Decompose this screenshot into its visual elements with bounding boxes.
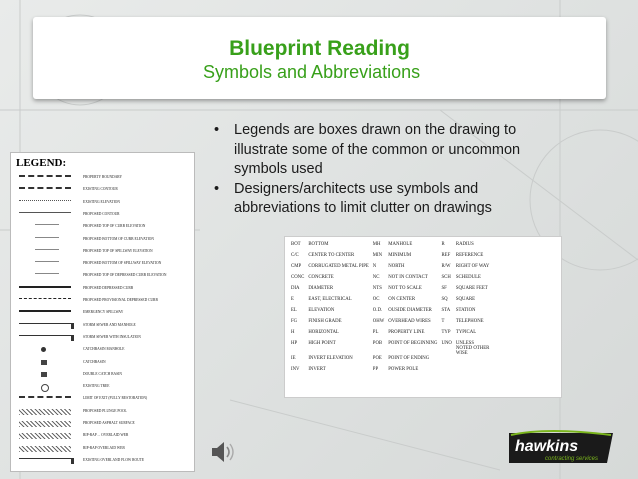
abbreviation-meaning: EAST, ELECTRICAL	[308, 297, 352, 302]
abbreviation-code: TYP	[441, 330, 451, 335]
legend-label: EMERGENCY SPILLWAY	[83, 310, 124, 315]
abbreviation-meaning: ON CENTER	[388, 297, 416, 302]
abbreviation-code: IE	[291, 356, 296, 361]
abbreviation-code: BOT	[291, 242, 301, 247]
abbreviation-meaning: INVERT	[308, 367, 326, 372]
abbreviation-code: CONC	[291, 275, 305, 280]
legend-row	[15, 173, 191, 182]
abbreviation-meaning: UNLESS NOTED OTHER WISE	[455, 341, 490, 356]
legend-label: PROPOSED TOP OF CURB ELEVATION	[83, 224, 146, 229]
bullet-text: Legends are boxes drawn on the drawing to illustrate some of the common or uncommon symbols used	[234, 122, 521, 177]
legend-label: EXISTING ELEVATION	[83, 199, 120, 204]
legend-symbol	[19, 446, 71, 452]
legend-label: EXISTING TREE	[83, 384, 110, 389]
legend-row	[15, 321, 191, 330]
abbreviation-row	[289, 286, 492, 297]
slide-subtitle: Symbols and Abbreviations	[203, 62, 421, 82]
legend-symbol	[19, 286, 71, 293]
legend-symbol	[19, 458, 74, 464]
legend-symbol	[19, 310, 71, 317]
hawkins-logo	[507, 429, 615, 467]
abbreviation-code: NC	[372, 275, 380, 280]
legend-symbol	[19, 323, 74, 329]
legend-row	[15, 259, 191, 268]
abbreviation-meaning: CENTER TO CENTER	[308, 253, 355, 258]
legend-label: PROPOSED TOP OF DEPRESSED CURB ELEVATION	[83, 273, 167, 278]
abbreviation-meaning: DIAMETER	[308, 286, 334, 291]
abbreviation-meaning: ELEVATION	[308, 308, 335, 313]
legend-symbol	[19, 298, 71, 304]
bullet-item	[212, 121, 542, 180]
legend-row	[15, 456, 191, 465]
legend-row	[15, 333, 191, 342]
legend-row	[15, 345, 191, 354]
abbreviation-meaning: POWER POLE	[388, 367, 419, 372]
abbreviation-code: N	[372, 264, 377, 269]
title-card	[33, 17, 606, 99]
abbreviations-table	[289, 242, 492, 378]
abbreviation-meaning: TYPICAL	[455, 330, 477, 335]
abbreviation-code: DIA	[291, 286, 300, 291]
abbreviation-code: SCH	[441, 275, 451, 280]
abbreviation-code	[439, 356, 453, 367]
abbreviation-meaning: RADIUS	[455, 242, 474, 247]
abbreviation-row	[289, 242, 492, 253]
bullet-marker: •	[214, 122, 220, 138]
abbreviation-code: UNO	[441, 341, 452, 346]
abbreviation-code: PP	[372, 367, 379, 372]
abbreviation-code: POB	[372, 341, 383, 346]
legend-label: CATCHBASIN	[83, 359, 106, 364]
legend-symbol	[35, 249, 59, 255]
legend-row	[15, 444, 191, 453]
legend-symbol	[19, 335, 74, 341]
abbreviation-meaning: BOTTOM	[308, 242, 329, 247]
bullet-text: Designers/architects use symbols and abbreviations to limit clutter on drawings	[234, 180, 492, 216]
legend-row	[15, 308, 191, 317]
abbreviation-meaning: CORRUGATED METAL PIPE	[308, 264, 369, 269]
abbreviation-row	[289, 330, 492, 341]
legend-row	[15, 394, 191, 403]
legend-label: PROPOSED ASPHALT SURFACE	[83, 421, 135, 425]
legend-symbol	[41, 347, 46, 352]
abbreviation-meaning: INVERT ELEVATION	[308, 356, 353, 361]
legend-label: STORM SEWER AND MANHOLE	[83, 322, 136, 327]
legend-row	[15, 247, 191, 256]
abbreviation-code: POE	[372, 356, 382, 361]
abbreviation-row	[289, 341, 492, 356]
abbreviation-code: E	[291, 297, 294, 302]
abbreviation-row	[289, 319, 492, 330]
abbreviation-meaning: OUSIDE DIAMETER	[388, 308, 432, 313]
legend-label: PROPOSED PROVISIONAL DEPRESSED CURB	[83, 298, 158, 302]
legend-symbol	[19, 396, 71, 403]
abbreviation-meaning: NOT IN CONTACT	[388, 275, 428, 280]
legend-symbol	[19, 212, 71, 218]
abbreviation-code: O.D.	[372, 308, 383, 313]
abbreviation-code: CMP	[291, 264, 302, 269]
abbreviation-meaning: OVERHEAD WIRES	[388, 319, 431, 324]
legend-symbol	[41, 360, 47, 365]
abbreviation-row	[289, 253, 492, 264]
abbreviation-meaning: TELEPHONE	[455, 319, 484, 324]
abbreviation-code: R	[441, 242, 445, 247]
logo-name: hawkins	[515, 438, 579, 455]
legend-symbol	[19, 409, 71, 415]
legend-symbol	[35, 273, 59, 279]
legend-row	[15, 431, 191, 440]
legend-image	[10, 152, 195, 472]
legend-symbol	[35, 237, 59, 243]
legend-label: PROPOSED DEPRESSED CURB	[83, 285, 134, 290]
abbreviation-code	[439, 367, 453, 378]
abbreviation-row	[289, 264, 492, 275]
abbreviation-code: INV	[291, 367, 300, 372]
abbreviation-meaning: STATION	[455, 308, 476, 313]
legend-label: EXISTING CONTOUR	[83, 187, 118, 192]
legend-label: PROPOSED BOTTOM OF CURB ELEVATION	[83, 236, 154, 241]
legend-row	[15, 210, 191, 219]
abbreviation-meaning: POINT OF BEGINNING	[388, 341, 438, 346]
abbreviation-code: REF	[441, 253, 451, 258]
abbreviation-code: HP	[291, 341, 298, 346]
abbreviation-meaning: RIGHT OF WAY	[455, 264, 490, 269]
abbreviation-code: STA	[441, 308, 451, 313]
legend-symbol	[19, 187, 71, 194]
abbreviation-meaning: SQUARE	[455, 297, 476, 302]
abbreviation-row	[289, 297, 492, 308]
legend-label: RIP-RAP ... OVERLAID WEB	[83, 433, 129, 438]
legend-label: PROPOSED TOP OF SPILLWAY ELEVATION	[83, 248, 153, 253]
legend-label: PROPOSED PLUNGE POOL	[83, 408, 127, 413]
abbreviation-meaning: NOT TO SCALE	[388, 286, 422, 291]
abbreviation-row	[289, 367, 492, 378]
legend-row	[15, 370, 191, 379]
abbreviation-meaning: PROPERTY LINE	[388, 330, 425, 335]
abbreviation-meaning: MANHOLE	[388, 242, 413, 247]
abbreviation-code: SQ	[441, 297, 448, 302]
legend-label: PROPERTY BOUNDARY	[83, 175, 123, 179]
abbreviation-row	[289, 356, 492, 367]
abbreviation-meaning: FINISH GRADE	[308, 319, 342, 324]
legend-label: RIP-RAP OVERLAID WEB	[83, 445, 125, 450]
bullet-item	[212, 180, 542, 219]
legend-symbol	[41, 372, 47, 377]
legend-row	[15, 198, 191, 207]
legend-symbol	[19, 421, 71, 427]
bullet-marker: •	[214, 180, 220, 197]
legend-row	[15, 419, 191, 428]
legend-row	[15, 382, 191, 391]
legend-symbol	[19, 200, 71, 206]
legend-symbol	[35, 261, 59, 267]
legend-label: PROPOSED CONTOUR	[83, 211, 120, 216]
abbreviation-code: H	[291, 330, 295, 335]
legend-label: EXISTING OVERLAND FLOW ROUTE	[83, 457, 145, 462]
abbreviation-code: FG	[291, 319, 298, 324]
speaker-icon[interactable]	[209, 438, 237, 466]
legend-label: PROPOSED BOTTOM OF SPILLWAY ELEVATION	[83, 261, 162, 266]
bullet-list	[212, 121, 542, 219]
abbreviation-meaning: SQUARE FEET	[455, 286, 488, 291]
legend-symbol	[41, 384, 49, 392]
legend-symbol	[19, 175, 71, 182]
abbreviation-code: MH	[372, 242, 381, 247]
abbreviation-code: T	[441, 319, 445, 324]
legend-symbol	[19, 433, 71, 439]
abbreviation-row	[289, 308, 492, 319]
abbreviations-image	[284, 236, 562, 398]
abbreviation-meaning: CONCRETE	[308, 275, 334, 280]
logo-tagline: contracting services	[545, 456, 599, 462]
abbreviation-code: NTS	[372, 286, 382, 291]
abbreviation-code: OHW	[372, 319, 385, 324]
legend-row	[15, 358, 191, 367]
abbreviation-code: R/W	[441, 264, 451, 269]
abbreviation-meaning: REFERENCE	[455, 253, 484, 258]
slide-title: Blueprint Reading	[229, 37, 410, 60]
legend-row	[15, 271, 191, 280]
legend-row	[15, 235, 191, 244]
legend-row	[15, 284, 191, 293]
legend-row	[15, 222, 191, 231]
abbreviation-meaning: HORIZONTAL	[308, 330, 339, 335]
legend-row	[15, 407, 191, 416]
legend-title: LEGEND:	[16, 157, 67, 169]
abbreviation-meaning: HIGH POINT	[308, 341, 336, 346]
abbreviation-code: SF	[441, 286, 447, 291]
abbreviation-meaning: MINIMUM	[388, 253, 412, 258]
abbreviation-meaning	[454, 356, 492, 367]
legend-row	[15, 185, 191, 194]
legend-label: CATCHBASIN MANHOLE	[83, 347, 125, 352]
abbreviation-code: C/C	[291, 253, 299, 258]
abbreviation-row	[289, 275, 492, 286]
abbreviation-code: MIN	[372, 253, 383, 258]
abbreviation-meaning: NORTH	[388, 264, 405, 269]
abbreviation-meaning: SCHEDULE	[455, 275, 481, 280]
abbreviation-code: OC	[372, 297, 380, 302]
legend-label: LIMIT OF EXIT (FULLY RESTORATION)	[83, 396, 148, 401]
abbreviation-meaning	[454, 367, 492, 378]
legend-label: DOUBLE CATCH BASIN	[83, 371, 122, 376]
legend-symbol	[35, 224, 59, 230]
abbreviation-code: PL	[372, 330, 379, 335]
legend-row	[15, 296, 191, 305]
abbreviation-code: EL	[291, 308, 297, 313]
legend-label: STORM SEWER WITH INSULATION	[83, 334, 141, 339]
abbreviation-meaning: POINT OF ENDING	[388, 356, 430, 361]
